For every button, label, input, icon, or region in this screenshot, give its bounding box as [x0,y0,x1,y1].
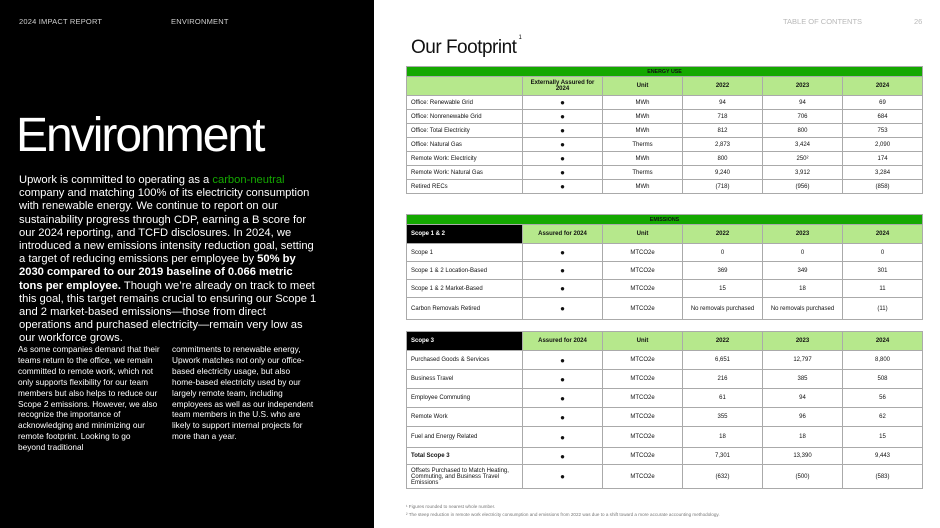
page-title: Environment [16,109,264,162]
table-row [407,448,923,465]
value-2023: 800 [763,124,843,138]
table-row [407,138,923,152]
column-header-row [407,332,923,351]
unit-cell: Therms [603,138,683,152]
value-2024: 9,443 [843,448,923,465]
header-label: Scope 1 & 2 [407,225,523,244]
section-name: ENVIRONMENT [171,17,229,26]
value-2024: 69 [843,96,923,110]
unit-cell: MTCO2e [603,370,683,389]
header-assured: Assured for 2024 [523,332,603,351]
value-2023: No removals purchased [763,298,843,320]
row-label: Scope 1 [407,244,523,262]
value-2023: (956) [763,180,843,194]
unit-cell: Therms [603,166,683,180]
table-row [407,351,923,370]
table-row [407,166,923,180]
bullet-icon: ● [523,427,603,448]
value-2022: 61 [683,389,763,408]
value-2022: 718 [683,110,763,124]
row-label: Carbon Removals Retired [407,298,523,320]
left-panel [0,0,374,528]
value-2023: 13,390 [763,448,843,465]
value-2024: (583) [843,465,923,489]
emissions-band: EMISSIONS [407,215,923,225]
table-row [407,427,923,448]
row-label: Employee Commuting [407,389,523,408]
unit-cell: MTCO2e [603,262,683,280]
unit-cell: MWh [603,96,683,110]
value-2022: 216 [683,370,763,389]
value-2024: 301 [843,262,923,280]
goal-highlight: 50% by 2030 compared to our 2019 baseline of 0.066 metric tons per employee. [19,253,296,292]
table-row [407,96,923,110]
unit-cell: MTCO2e [603,465,683,489]
unit-cell: MWh [603,124,683,138]
row-label: Fuel and Energy Related [407,427,523,448]
scope3-table [406,331,923,489]
header-unit: Unit [603,77,683,96]
column-header-row [407,225,923,244]
unit-cell: MTCO2e [603,448,683,465]
value-2022: 0 [683,244,763,262]
bullet-icon: ● [523,298,603,320]
header-unit: Unit [603,225,683,244]
row-label: Scope 1 & 2 Location-Based [407,262,523,280]
value-2022: 812 [683,124,763,138]
table-row [407,389,923,408]
energy-use-table [406,66,923,194]
value-2024: 753 [843,124,923,138]
lead-paragraph: Upwork is committed to operating as a carbon-neutral company and matching 100% of its electricity consumption with renewable energy. We continue to report on our sustainability progress through CDP, earning a B score for our 2024 reporting, and TCFD disclosures. In 2024, we introduced a new emissions intensity reduction goal, setting a target of reducing emissions per employee by 50% by 2030 compared to our 2019 baseline of 0.066 metric tons per employee. Though we’re already on track to meet this goal, this target remains crucial to ensuring our Scope 1 and 2 market-based emissions—those from direct operations and purchased electricity—remain very low as our workforce grows. [19,174,317,345]
bullet-icon: ● [523,96,603,110]
value-2024: 3,284 [843,166,923,180]
value-2023: 96 [763,408,843,427]
value-2024: 8,800 [843,351,923,370]
table-row [407,244,923,262]
header-2024: 2024 [843,77,923,96]
report-name: 2024 IMPACT REPORT [19,17,103,26]
bullet-icon: ● [523,138,603,152]
header-assured: Externally Assured for 2024 [523,77,603,96]
row-label: Offsets Purchased to Match Heating, Commuting, and Business Travel Emissions [407,465,523,489]
value-2022: 2,873 [683,138,763,152]
table-row [407,124,923,138]
table-row [407,110,923,124]
unit-cell: MTCO2e [603,427,683,448]
value-2024: 508 [843,370,923,389]
unit-cell: MWh [603,110,683,124]
energy-use-band: ENERGY USE [407,67,923,77]
row-label: Office: Nonrenewable Grid [407,110,523,124]
value-2022: (632) [683,465,763,489]
value-2023: 94 [763,96,843,110]
header-assured: Assured for 2024 [523,225,603,244]
carbon-neutral-highlight: carbon-neutral [212,174,285,186]
row-label: Scope 1 & 2 Market-Based [407,280,523,298]
header-2023: 2023 [763,77,843,96]
row-label: Office: Renewable Grid [407,96,523,110]
bullet-icon: ● [523,180,603,194]
table-row [407,262,923,280]
value-2023: 0 [763,244,843,262]
value-2024: 56 [843,389,923,408]
bullet-icon: ● [523,465,603,489]
table-row [407,465,923,489]
bullet-icon: ● [523,370,603,389]
value-2023: 349 [763,262,843,280]
row-label: Total Scope 3 [407,448,523,465]
table-row [407,408,923,427]
value-2022: (718) [683,180,763,194]
header-2024: 2024 [843,225,923,244]
unit-cell: MTCO2e [603,389,683,408]
value-2024: 15 [843,427,923,448]
bullet-icon: ● [523,351,603,370]
header-2023: 2023 [763,332,843,351]
unit-cell: MWh [603,180,683,194]
header-label [407,77,523,96]
value-2024: 174 [843,152,923,166]
value-2022: No removals purchased [683,298,763,320]
row-label: Remote Work [407,408,523,427]
unit-cell: MTCO2e [603,408,683,427]
bullet-icon: ● [523,166,603,180]
row-label: Office: Natural Gas [407,138,523,152]
column-header-row [407,77,923,96]
header-unit: Unit [603,332,683,351]
value-2023: 250² [763,152,843,166]
table-row [407,298,923,320]
header-2022: 2022 [683,77,763,96]
value-2024: 0 [843,244,923,262]
unit-cell: MWh [603,152,683,166]
table-row [407,180,923,194]
table-row [407,280,923,298]
table-row [407,152,923,166]
row-label: Office: Total Electricity [407,124,523,138]
value-2022: 9,240 [683,166,763,180]
row-label: Remote Work: Natural Gas [407,166,523,180]
value-2023: 3,424 [763,138,843,152]
header-2022: 2022 [683,332,763,351]
bullet-icon: ● [523,124,603,138]
value-2022: 94 [683,96,763,110]
value-2023: 94 [763,389,843,408]
value-2024: 684 [843,110,923,124]
bullet-icon: ● [523,262,603,280]
footnote-1: ¹ Figures rounded to nearest whole number. [406,504,496,509]
value-2022: 6,651 [683,351,763,370]
value-2024: 62 [843,408,923,427]
value-2023: 706 [763,110,843,124]
value-2023: 3,912 [763,166,843,180]
value-2023: 18 [763,280,843,298]
bullet-icon: ● [523,152,603,166]
row-label: Remote Work: Electricity [407,152,523,166]
row-label: Business Travel [407,370,523,389]
unit-cell: MTCO2e [603,351,683,370]
bullet-icon: ● [523,110,603,124]
row-label: Retired RECs [407,180,523,194]
value-2023: 12,797 [763,351,843,370]
row-label: Purchased Goods & Services [407,351,523,370]
value-2022: 7,301 [683,448,763,465]
unit-cell: MTCO2e [603,280,683,298]
header-2022: 2022 [683,225,763,244]
value-2024: (11) [843,298,923,320]
value-2022: 355 [683,408,763,427]
right-panel [374,0,940,528]
value-2023: (500) [763,465,843,489]
table-row [407,370,923,389]
value-2022: 369 [683,262,763,280]
body-column-2: commitments to renewable energy, Upwork matches not only our office-based electricity usage, but also home-based electricity used by our largely remote team, including employees as well as our independent team members in the U.S. who are likely to support internal projects for more than a year. [172,344,314,442]
bullet-icon: ● [523,244,603,262]
body-column-1: As some companies demand that their teams return to the office, we remain committed to remote work, which not only supports flexibility for our team members but also helps to reduce our Scope 2 emissions. However, we also recognize the importance of acknowledging and minimizing our remote footprint. Looking to go beyond traditional [18,344,160,453]
bullet-icon: ● [523,389,603,408]
footnote-2: ² The steep reduction in remote work electricity consumption and emissions from 2022 was due to a shift toward a more accurate accounting methodology. [406,512,720,517]
unit-cell: MTCO2e [603,298,683,320]
value-2022: 800 [683,152,763,166]
footprint-title: Our Footprint $^1$ [411,35,522,58]
value-2024: (858) [843,180,923,194]
value-2024: 2,090 [843,138,923,152]
header-2024: 2024 [843,332,923,351]
value-2024: 11 [843,280,923,298]
value-2023: 385 [763,370,843,389]
bullet-icon: ● [523,408,603,427]
bullet-icon: ● [523,448,603,465]
header-2023: 2023 [763,225,843,244]
table-of-contents-link[interactable]: TABLE OF CONTENTS [783,17,863,26]
emissions-table [406,214,923,320]
unit-cell: MTCO2e [603,244,683,262]
footnote-marker: 1 [518,35,522,41]
page-number: 26 [914,17,923,26]
value-2022: 15 [683,280,763,298]
value-2022: 18 [683,427,763,448]
value-2023: 18 [763,427,843,448]
bullet-icon: ● [523,280,603,298]
header-label: Scope 3 [407,332,523,351]
